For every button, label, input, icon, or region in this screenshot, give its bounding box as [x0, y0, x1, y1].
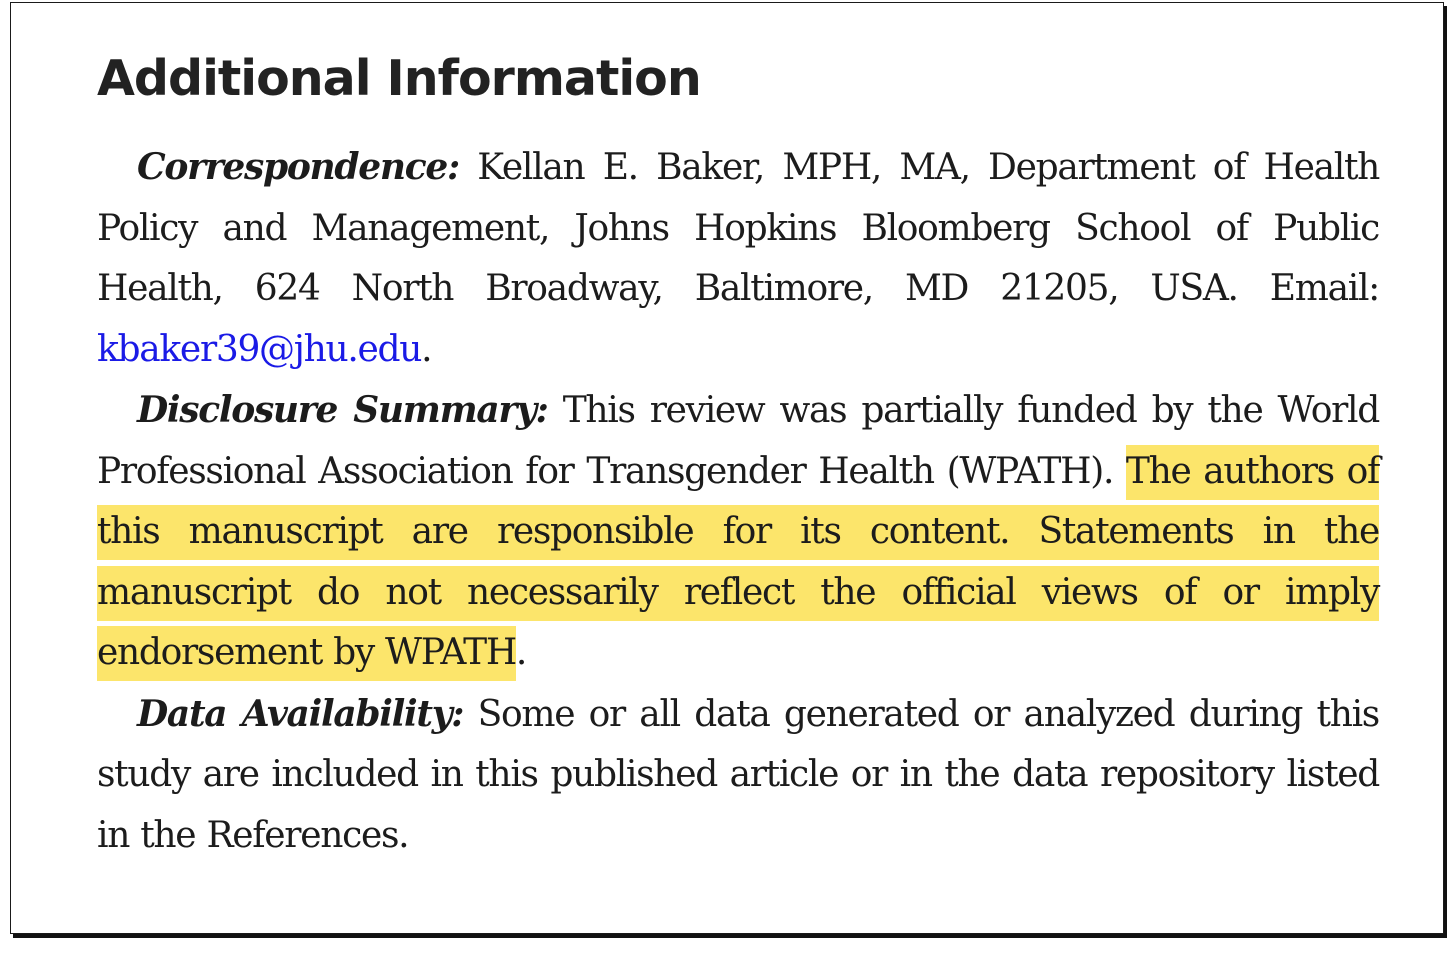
correspondence-text: Kellan E. Baker, MPH, MA, Department of Health Policy and Management, Johns Hopkins Bloomberg School of Public Health, 624 North Broadway, Baltimore, MD 21205, USA. Email: — [97, 147, 1379, 309]
correspondence-label: Correspondence: — [137, 146, 459, 188]
data-availability-text: Some or all data generated or analyzed during this study are included in this published article or in the data repository listed in the References. — [97, 693, 1379, 856]
email-link[interactable]: kbaker39@jhu.edu — [97, 328, 422, 370]
data-availability-paragraph — [97, 684, 1379, 867]
disclosure-text: This review was partially funded by the World Professional Association for Transgender Health (WPATH). — [97, 390, 1379, 492]
disclosure-label: Disclosure Summary: — [137, 389, 548, 431]
additional-information-section — [97, 47, 1379, 866]
section-heading: Additional Information — [97, 50, 701, 107]
correspondence-period: . — [421, 328, 432, 370]
correspondence-paragraph — [97, 137, 1379, 380]
disclosure-paragraph — [97, 380, 1379, 684]
data-availability-label: Data Availability: — [137, 692, 464, 735]
document-page — [10, 2, 1444, 934]
disclosure-period: . — [515, 632, 527, 673]
highlighted-text: The authors of this manuscript are responsible for its content. Statements in the manuscript do not necessarily reflect the official views of or imply endorsement by WPATH — [97, 445, 1379, 682]
